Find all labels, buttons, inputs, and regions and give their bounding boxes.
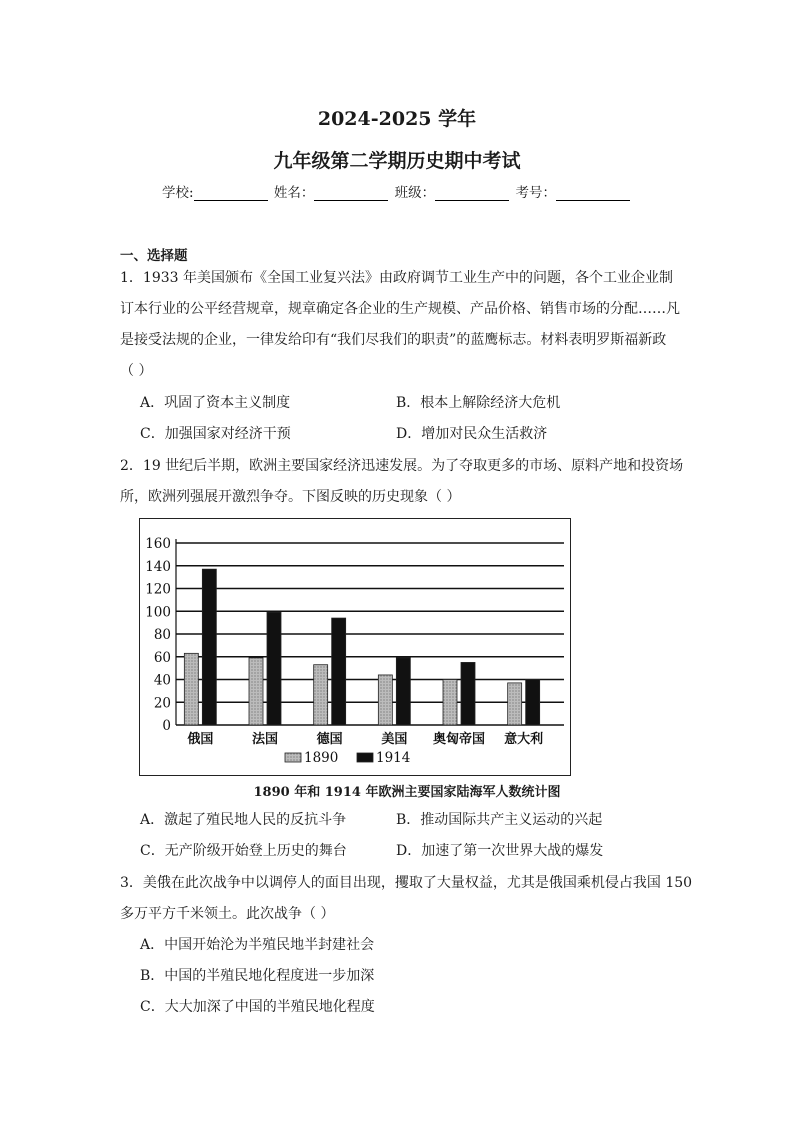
x-category-label: 俄国	[187, 732, 214, 747]
q1-line-4: （ ）	[120, 363, 153, 379]
q1-line-3: 是接受法规的企业，一律发给印有“我们尽我们的职责”的蓝鹰标志。材料表明罗斯福新政	[120, 332, 667, 348]
chart-title: 1890 年和 1914 年欧洲主要国家陆海军人数统计图	[253, 785, 561, 800]
x-category-label: 奥匈帝国	[432, 732, 486, 747]
bar-1890	[184, 653, 198, 725]
y-tick-label: 160	[145, 536, 171, 552]
exam-title: 九年级第二学期历史期中考试	[273, 150, 521, 172]
student-info-row	[162, 181, 632, 201]
x-category-label: 美国	[381, 732, 408, 747]
q3-option-c[interactable]: C．大大加深了中国的半殖民地化程度	[140, 999, 375, 1015]
bar-1914	[526, 680, 540, 726]
x-category-label: 法国	[251, 732, 279, 747]
bar-1890	[378, 675, 392, 725]
school-blank[interactable]	[194, 187, 268, 201]
bar-1914	[332, 618, 346, 725]
q2-option-b[interactable]: B．推动国际共产主义运动的兴起	[396, 812, 603, 828]
class-blank[interactable]	[435, 187, 509, 201]
bar-1914	[461, 662, 475, 725]
military-chart-frame	[139, 518, 571, 776]
name-blank[interactable]	[314, 187, 388, 201]
q2-line-1: 2．19 世纪后半期，欧洲主要国家经济迅速发展。为了夺取更多的市场、原料产地和投资场	[120, 458, 684, 474]
y-tick-label: 120	[145, 581, 171, 598]
bar-1890	[249, 658, 263, 725]
section-title: 一、选择题	[120, 248, 188, 264]
legend-swatch-1890	[285, 753, 301, 762]
q1-option-b[interactable]: B．根本上解除经济大危机	[396, 395, 561, 411]
q1-line-1: 1．1933 年美国颁布《全国工业复兴法》由政府调节工业生产中的问题，各个工业企业制	[120, 270, 673, 286]
bar-1890	[314, 665, 328, 725]
legend-label-1914: 1914	[376, 750, 411, 766]
name-label: 姓名：	[273, 185, 315, 201]
exam-number-label: 考号：	[515, 185, 556, 201]
bar-1890	[508, 683, 522, 725]
q3-option-b[interactable]: B．中国的半殖民地化程度进一步加深	[140, 968, 375, 984]
y-tick-label: 60	[153, 649, 171, 666]
military-bar-chart	[140, 519, 569, 774]
q1-option-a[interactable]: A．巩固了资本主义制度	[140, 395, 291, 411]
q2-line-2: 所，欧洲列强展开激烈争夺。下图反映的历史现象（ ）	[120, 489, 461, 505]
q1-line-2: 订本行业的公平经营规章，规章确定各企业的生产规模、产品价格、销售市场的分配……凡	[120, 301, 680, 317]
exam-year: 2024-2025 学年	[317, 108, 477, 130]
x-category-label: 德国	[316, 732, 343, 747]
y-tick-label: 20	[153, 695, 171, 712]
q3-option-a[interactable]: A．中国开始沦为半殖民地半封建社会	[140, 937, 375, 953]
bar-1914	[202, 569, 216, 725]
y-tick-label: 100	[145, 604, 171, 621]
y-tick-label: 40	[153, 672, 171, 689]
exam-number-blank[interactable]	[556, 187, 630, 201]
q2-option-a[interactable]: A．激起了殖民地人民的反抗斗争	[140, 812, 347, 828]
q3-line-1: 3．美俄在此次战争中以调停人的面目出现，攫取了大量权益，尤其是俄国乘机侵占我国 150	[120, 875, 693, 891]
y-tick-label: 0	[162, 718, 171, 734]
y-tick-label: 140	[145, 558, 171, 575]
q3-line-2: 多万平方千米领土。此次战争（ ）	[120, 906, 335, 922]
q1-option-c[interactable]: C．加强国家对经济干预	[140, 426, 291, 442]
legend-swatch-1914	[357, 753, 373, 762]
legend-label-1890: 1890	[304, 750, 339, 766]
bar-1914	[396, 658, 410, 725]
bar-1890	[443, 680, 457, 726]
q2-option-c[interactable]: C．无产阶级开始登上历史的舞台	[140, 843, 347, 859]
bar-1914	[267, 612, 281, 725]
q2-option-d[interactable]: D．加速了第一次世界大战的爆发	[396, 843, 604, 859]
y-tick-label: 80	[153, 627, 171, 643]
school-label: 学校:	[162, 185, 194, 201]
x-category-label: 意大利	[504, 732, 544, 747]
class-label: 班级：	[394, 185, 436, 201]
q1-option-d[interactable]: D．增加对民众生活救济	[396, 426, 548, 442]
